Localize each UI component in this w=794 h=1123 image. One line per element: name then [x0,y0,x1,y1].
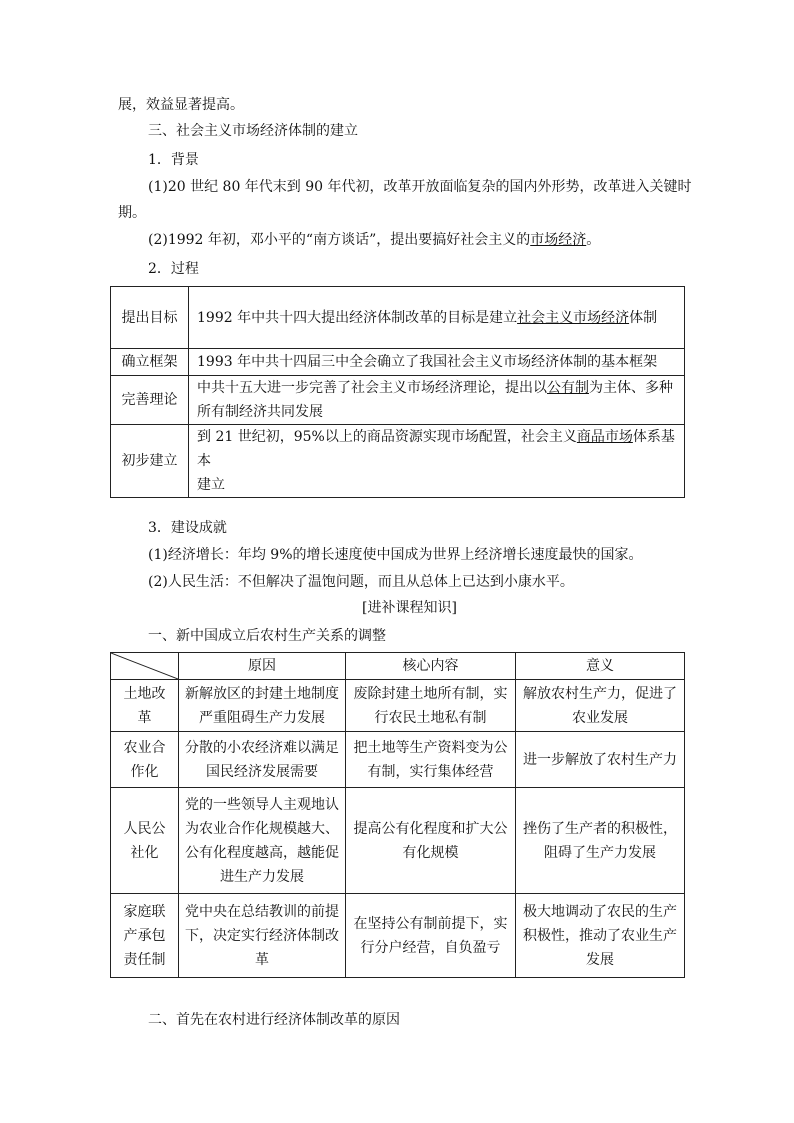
achievement-economy: (1)经济增长：年均 9%的增长速度使中国成为世界上经济增长速度最快的国家。 [148,547,643,563]
process-row-head: 提出目标 [111,287,189,349]
paragraph-continuation: 展，效益显著提高。 [118,97,244,113]
cell-line: 革 [137,709,152,726]
section-title-3: 三、社会主义市场经济体制的建立 [148,123,358,139]
cell-meaning [516,894,685,978]
achievement-livelihood: (2)人民生活：不但解决了温饱问题，而且从总体上已达到小康水平。 [148,574,574,590]
cell-line: 社化 [130,844,159,861]
cell-line: 提高公有化程度和扩大公 [353,820,508,837]
supplement-heading: [进补课程知识] [362,600,457,616]
cell-line: 农业合 [123,739,166,756]
cell-head [111,680,179,732]
rural-row [111,680,685,732]
cell-line: 废除封建土地所有制，实 [353,685,508,702]
cell-line: 公有化程度越高，越能促 [185,844,339,861]
cell-line: 阻碍了生产力发展 [544,844,656,861]
cell-cause [179,788,346,894]
background-item-2: (2)1992 年初，邓小平的“南方谈话”，提出要搞好社会主义的市场经济。 [148,232,601,248]
content-line: 到 21 世纪初，95%以上的商品资源实现市场配置，社会主义商品市场体系基本 [197,429,675,469]
cell-core [346,894,516,978]
process-row-head: 完善理论 [111,376,189,425]
cell-line: 新解放区的封建土地制度 [185,685,339,702]
cell-line: 党的一些领导人主观地认 [185,796,339,813]
cell-line: 有制，实行集体经营 [367,763,494,780]
cell-line: 分散的小农经济难以满足 [185,739,339,756]
cell-line: 责任制 [123,951,166,968]
cell-line: 作化 [130,763,159,780]
cell-head [111,894,179,978]
process-row-head: 初步建立 [111,425,189,498]
process-row-content [189,376,685,425]
cell-meaning [516,732,685,788]
content-line: 1992 年中共十四大提出经济体制改革的目标是建立社会主义市场经济体制 [197,309,658,326]
process-table [110,286,685,498]
cell-line: 行分户经营，自负盈亏 [360,939,501,956]
cell-line: 行农民土地私有制 [374,709,487,726]
rural-row [111,732,685,788]
cell-line: 严重阻碍生产力发展 [199,709,325,726]
cell-line: 进生产力发展 [220,868,304,885]
cell-line: 家庭联 [123,903,166,920]
cell-cause [179,732,346,788]
cell-head [111,732,179,788]
cell-line: 为农业合作化规模越大、 [185,820,339,837]
rural-row [111,788,685,894]
cell-line: 下，决定实行经济体制改 [185,927,339,944]
cell-meaning [516,680,685,732]
header-meaning: 意义 [516,653,685,680]
cell-meaning [516,788,685,894]
process-row [111,287,685,349]
cell-line: 进一步解放了农村生产力 [523,751,677,768]
underline-term: 商品市场 [576,429,633,445]
cell-line: 极大地调动了农民的生产 [523,903,677,920]
cell-line: 发展 [586,951,614,968]
header-cause: 原因 [179,653,346,680]
content-line: 1993 年中共十四届三中全会确立了我国社会主义市场经济体制的基本框架 [197,354,658,370]
achievements-heading: 3．建设成就 [148,520,227,536]
process-row [111,425,685,498]
cell-line: 党中央在总结教训的前提 [185,903,339,920]
content-line: 中共十五大进一步完善了社会主义市场经济理论，提出以公有制为主体、多种 [197,380,673,396]
background-heading: 1．背景 [148,152,199,168]
diagonal-corner-cell [111,653,179,680]
cell-head [111,788,179,894]
background-item-1-cont: 期。 [118,205,146,221]
underline-term: 公有制 [547,380,589,396]
cell-line: 人民公 [123,820,166,837]
underline-term: 社会主义市场经济 [517,309,630,326]
process-row [111,376,685,425]
cell-core [346,680,516,732]
cell-line: 土地改 [123,685,166,702]
cell-line: 国民经济发展需要 [206,763,318,780]
cell-line: 革 [255,951,269,968]
process-row-content [189,287,685,349]
rural-adjustment-table [110,652,685,978]
content-line: 所有制经济共同发展 [197,404,323,420]
cell-line: 农业发展 [572,709,628,726]
process-row [111,349,685,376]
cell-line: 产承包 [123,927,166,944]
cell-core [346,732,516,788]
underline-term: 市场经济 [530,232,587,248]
cell-core [346,788,516,894]
cell-line: 有化规模 [402,844,459,861]
cell-line: 把土地等生产资料变为公 [353,739,508,756]
cell-cause [179,894,346,978]
section-title-1: 一、新中国成立后农村生产关系的调整 [148,628,386,644]
header-core: 核心内容 [346,653,516,680]
rural-row [111,894,685,978]
cell-line: 挫伤了生产者的积极性， [523,820,677,837]
background-item-1: (1)20 世纪 80 年代末到 90 年代初，改革开放面临复杂的国内外形势，改革进入关键时 [148,179,692,195]
process-row-head: 确立框架 [111,349,189,376]
cell-cause [179,680,346,732]
process-row-content [189,349,685,376]
process-row-content [189,425,685,498]
cell-line: 积极性，推动了农业生产 [523,927,677,944]
process-heading: 2．过程 [148,261,199,277]
content-line: 建立 [197,477,225,493]
section-title-2: 二、首先在农村进行经济体制改革的原因 [148,1012,400,1028]
cell-line: 解放农村生产力，促进了 [523,685,677,702]
cell-line: 在坚持公有制前提下，实 [353,915,508,932]
